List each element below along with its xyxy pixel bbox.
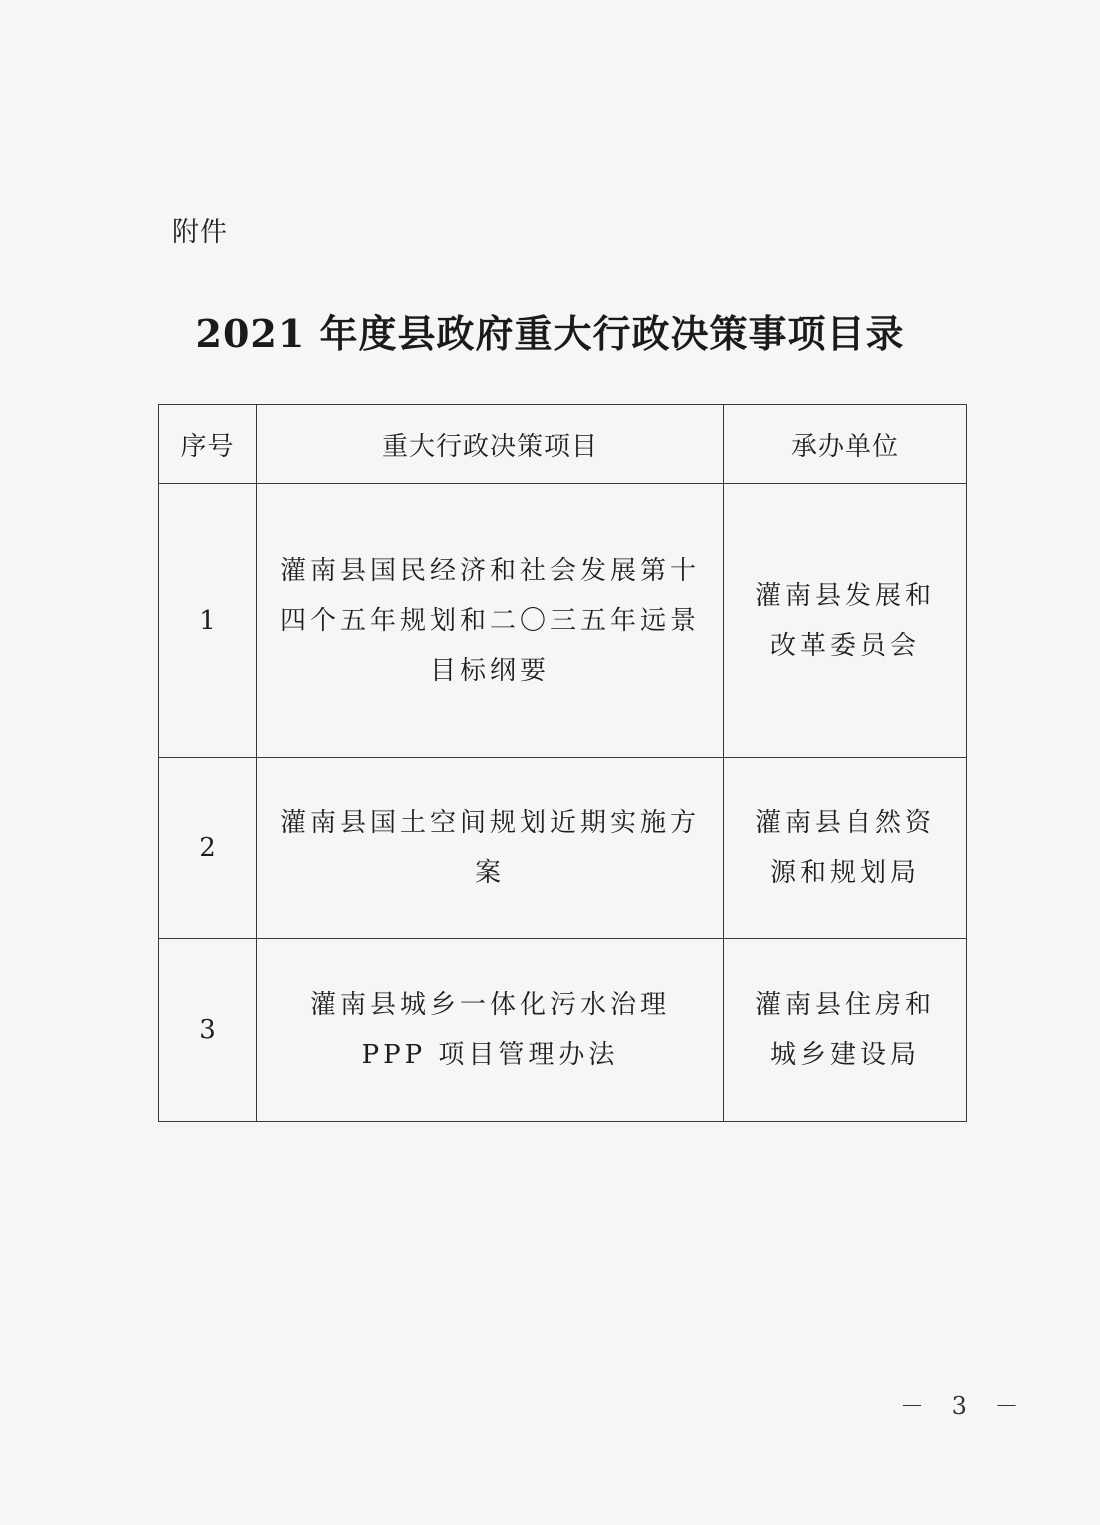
page-number: － 3 － (900, 1392, 1029, 1420)
decision-catalog-table (158, 404, 967, 1122)
row-seq: 1 (159, 484, 257, 758)
table-header-row (159, 405, 967, 484)
row-seq: 3 (159, 939, 257, 1122)
column-header-seq: 序号 (159, 405, 257, 484)
column-header-unit: 承办单位 (724, 405, 967, 484)
column-header-item: 重大行政决策项目 (257, 405, 724, 484)
attachment-label: 附件 (172, 217, 228, 248)
document-title: 2021 年度县政府重大行政决策事项目录 (195, 311, 905, 356)
row-item: 灌南县国土空间规划近期实施方案 (257, 758, 724, 939)
row-item: 灌南县国民经济和社会发展第十四个五年规划和二〇三五年远景目标纲要 (257, 484, 724, 758)
table-row (159, 758, 967, 939)
row-unit: 灌南县住房和城乡建设局 (724, 939, 967, 1122)
table-row (159, 939, 967, 1122)
row-unit: 灌南县发展和改革委员会 (724, 484, 967, 758)
row-unit: 灌南县自然资源和规划局 (724, 758, 967, 939)
table-row (159, 484, 967, 758)
row-seq: 2 (159, 758, 257, 939)
row-item: 灌南县城乡一体化污水治理 PPP 项目管理办法 (257, 939, 724, 1122)
